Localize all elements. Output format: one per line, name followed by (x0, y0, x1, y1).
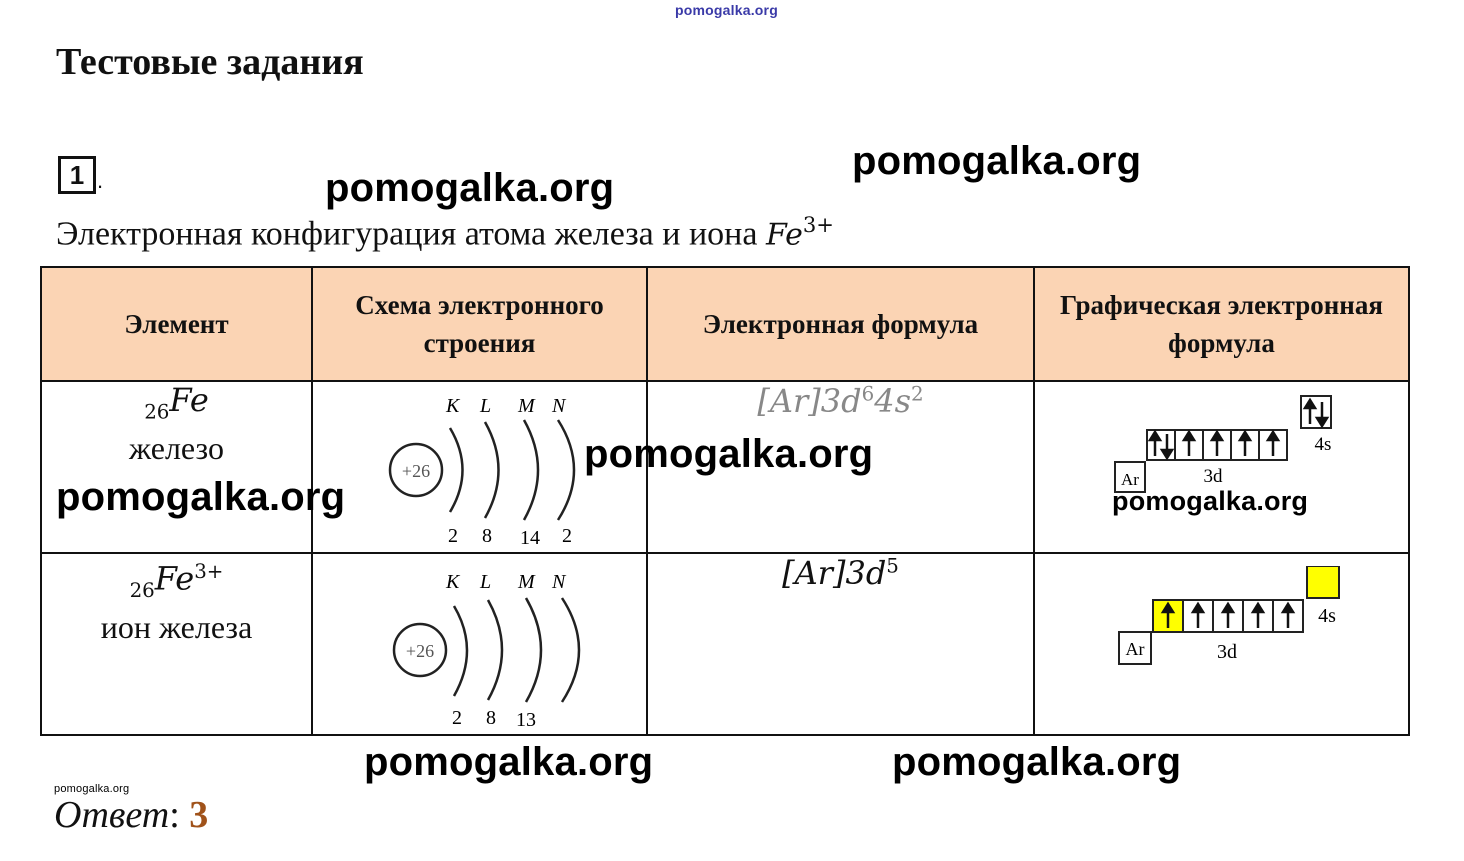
s-orbital-box-empty (1307, 566, 1339, 598)
shell-arc (562, 598, 579, 702)
shell-electrons: 2 (447, 525, 458, 546)
shell-electrons: 2 (561, 525, 572, 546)
formula-core: [Ar] (757, 382, 821, 420)
task-number-box (58, 156, 103, 194)
header-graphic: Графическая электронная формула (1034, 267, 1409, 381)
shell-electrons: 8 (481, 525, 492, 546)
formula-s-count: 2 (911, 382, 924, 406)
task-number-dot: . (97, 168, 104, 193)
table-row (41, 553, 1409, 735)
nucleus-charge: +26 (405, 641, 434, 661)
intro-text: Электронная конфигурация атома железа и иона (56, 215, 758, 253)
page-title: Тестовые задания (56, 41, 364, 83)
watermark: pomogalka.org (364, 740, 654, 784)
shell-label: N (551, 571, 565, 593)
orbital-diagram (1117, 566, 1357, 686)
header-scheme: Схема электронного строения (312, 267, 647, 381)
shell-label: M (517, 395, 535, 417)
s-sublevel-label: 4s (1318, 605, 1336, 627)
shell-electrons: 8 (485, 707, 496, 728)
shell-scheme-cell (312, 553, 647, 735)
shell-label: K (445, 395, 459, 417)
graphic-formula-cell (1034, 553, 1409, 735)
answer-label: Ответ (54, 794, 170, 836)
shell-diagram (330, 558, 630, 728)
graphic-formula-cell (1034, 381, 1409, 553)
mass-number: 26 (144, 400, 170, 424)
watermark: pomogalka.org (852, 139, 1142, 183)
d-sublevel-label: 3d (1203, 466, 1223, 487)
element-symbol: Fe (154, 559, 195, 598)
table-header-row (41, 267, 1409, 381)
answer-line (54, 793, 208, 837)
shell-arc (524, 420, 538, 520)
formula-d-count: 5 (886, 554, 899, 578)
shell-arc (558, 420, 574, 520)
shell-label: L (479, 571, 491, 593)
shell-arc (485, 422, 499, 518)
element-name: железо (129, 430, 224, 467)
formula-core: [Ar] (782, 554, 846, 592)
formula-d-count: 6 (861, 382, 875, 406)
shell-label: K (445, 571, 459, 593)
watermark: pomogalka.org (325, 166, 615, 210)
header-element: Элемент (41, 267, 312, 381)
element-cell (41, 553, 312, 735)
shell-label: M (517, 571, 535, 593)
shell-electrons: 14 (519, 527, 540, 546)
watermark-small: pomogalka.org (54, 783, 130, 795)
watermark: pomogalka.org (56, 475, 346, 519)
header-formula: Электронная формула (647, 267, 1034, 381)
ar-label: Ar (1121, 470, 1139, 489)
intro-symbol: Fe (765, 217, 803, 253)
task-number: 1 (58, 156, 96, 194)
formula-sublevel: 3d (820, 382, 862, 420)
shell-electrons: 13 (515, 709, 536, 728)
element-cell (41, 381, 312, 553)
s-sublevel-label: 4s (1314, 434, 1332, 455)
shell-arc (488, 600, 502, 700)
ar-label: Ar (1125, 639, 1145, 659)
shell-arc (450, 428, 463, 512)
answer-colon: : (169, 794, 180, 836)
orbital-box (1147, 430, 1175, 460)
shell-electrons: 2 (451, 707, 462, 728)
nucleus-charge: +26 (401, 461, 430, 481)
task-intro (56, 212, 834, 253)
formula-sublevel: 3d (845, 554, 887, 592)
formula-s-part: 4s (874, 382, 911, 420)
mass-number: 26 (129, 579, 155, 603)
shell-arc (526, 598, 541, 702)
element-symbol: Fe (169, 381, 209, 419)
watermark: pomogalka.org (892, 740, 1182, 784)
shell-arc (454, 606, 467, 696)
watermark: pomogalka.org (1112, 486, 1309, 516)
s-orbital-box (1301, 396, 1331, 428)
element-name: ион железа (100, 609, 253, 646)
top-watermark: pomogalka.org (675, 2, 778, 18)
shell-label: L (479, 395, 491, 417)
ion-charge: 3+ (194, 560, 224, 583)
shell-label: N (551, 395, 565, 417)
answer-value: 3 (189, 794, 209, 836)
formula-cell (647, 553, 1034, 735)
d-sublevel-label: 3d (1217, 641, 1237, 663)
intro-charge: 3+ (802, 212, 834, 237)
watermark: pomogalka.org (584, 432, 874, 476)
